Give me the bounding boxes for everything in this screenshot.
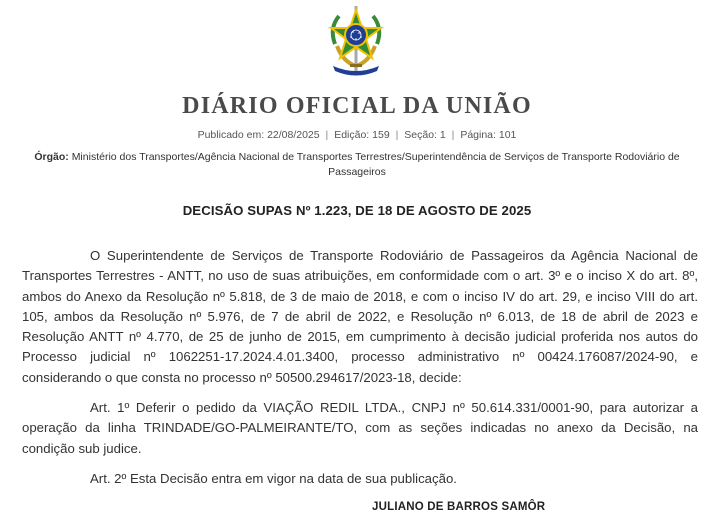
signatory-name: JULIANO DE BARROS SAMÔR	[372, 501, 546, 513]
article-1-paragraph: Art. 1º Deferir o pedido da VIAÇÃO REDIL LTDA., CNPJ nº 50.614.331/0001-90, para autorizar a operação da linha TRINDADE/GO-PALMEIRANTE/TO, com as seções indicadas no anexo da Decisão, na condição sub judice.	[22, 400, 698, 456]
edition-label: Edição:	[334, 129, 370, 141]
brazil-coat-of-arms-icon	[323, 4, 389, 76]
orgao-label: Órgão:	[34, 151, 69, 163]
page-number: 101	[498, 129, 517, 141]
section-number: 1	[439, 129, 446, 141]
published-label: Publicado em:	[197, 129, 265, 141]
publication-info: Publicado em: 22/08/2025 | Edição: 159 | Seção: 1 | Página: 101	[197, 129, 517, 141]
edition-number: 159	[372, 129, 390, 141]
published-date: 22/08/2025	[267, 129, 320, 141]
orgao-line	[30, 150, 684, 180]
decision-title: DECISÃO SUPAS Nº 1.223, DE 18 DE AGOSTO DE 2025	[182, 203, 532, 218]
masthead-title: DIÁRIO OFICIAL DA UNIÃO	[182, 93, 532, 119]
section-label: Seção:	[404, 129, 437, 141]
decision-body	[22, 246, 698, 499]
article-2-paragraph: Art. 2º Esta Decisão entra em vigor na data de sua publicação.	[90, 470, 457, 486]
page-label: Página:	[460, 129, 496, 141]
orgao-name: Ministério dos Transportes/Agência Nacional de Transportes Terrestres/Superintendência de Serviços de Transporte Rodoviário de Passageiros	[71, 151, 680, 178]
preamble-paragraph: O Superintendente de Serviços de Transporte Rodoviário de Passageiros da Agência Nacional de Transportes Terrestres - ANTT, no uso de suas atribuições, em conformidade com o art. 3º e o inciso X do art. 8º, ambos do Anexo da Resolução nº 5.818, de 3 de maio de 2018, e com o inciso IV do art. 29, e inciso VIII do art. 105, ambos da Resolução nº 5.976, de 7 de abril de 2022, e Resolução nº 6.013, de 18 de abril de 2023 e Resolução ANTT nº 4.770, de 25 de junho de 2015, em cumprimento à decisão judicial proferida nos autos do Processo judicial nº 1062251-17.2024.4.01.3400, processo administrativo nº 00424.176087/2024-90, e considerando o que consta no processo nº 50500.294617/2023-18, decide:	[22, 248, 698, 385]
